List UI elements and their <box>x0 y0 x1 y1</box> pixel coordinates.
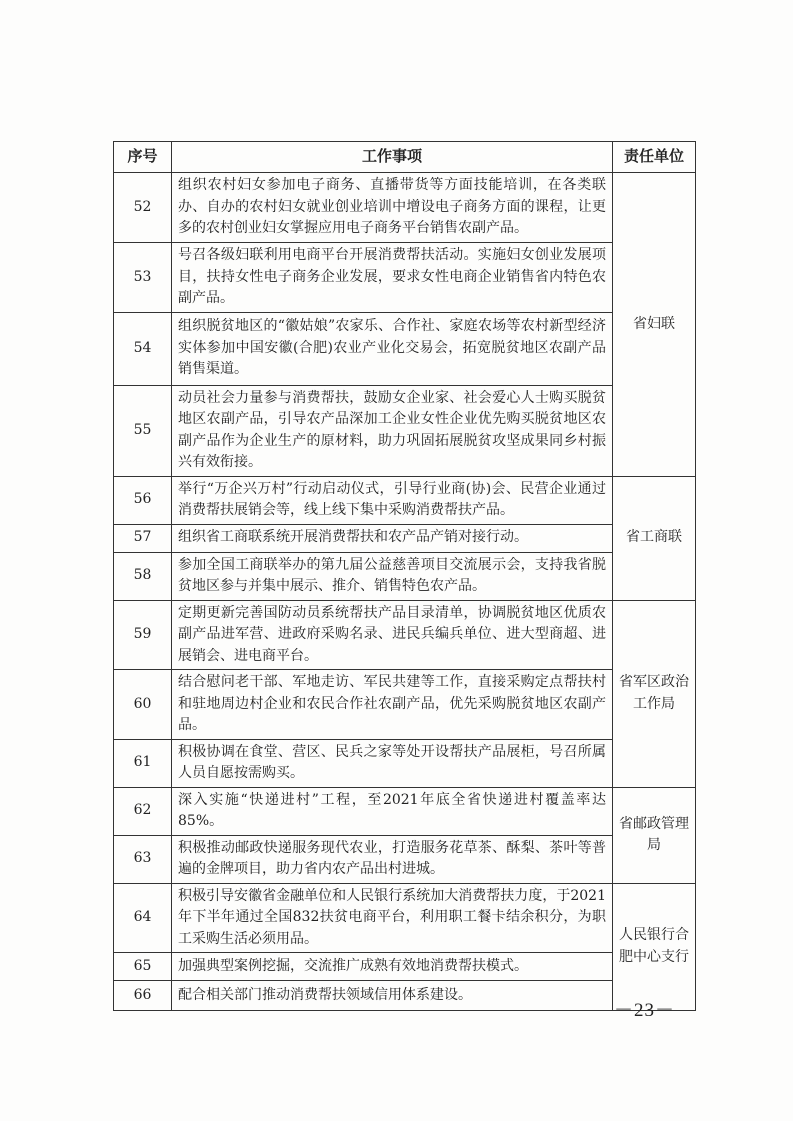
row-item: 参加全国工商联举办的第九届公益慈善项目交流展示会，支持我省脱贫地区参与并集中展示、推介、销售特色农产品。 <box>172 552 613 600</box>
row-num: 58 <box>114 552 172 600</box>
row-num: 54 <box>114 312 172 385</box>
table-row <box>114 953 696 981</box>
unit-fulian: 省妇联 <box>613 173 696 477</box>
row-num: 63 <box>114 835 172 883</box>
table-row <box>114 312 696 385</box>
header-unit: 责任单位 <box>613 142 696 173</box>
table-row <box>114 981 696 1011</box>
task-table <box>113 141 696 1011</box>
table-row <box>114 835 696 883</box>
page-number: －23－ <box>614 1000 676 1021</box>
unit-gongshanglian: 省工商联 <box>613 476 696 600</box>
row-num: 57 <box>114 524 172 552</box>
row-item: 积极引导安徽省金融单位和人民银行系统加大消费帮扶力度，于2021年下半年通过全国832扶贫电商平台，利用职工餐卡结余积分，为职工采购生活必须用品。 <box>172 883 613 953</box>
row-num: 56 <box>114 476 172 524</box>
row-item: 深入实施“快递进村”工程，至2021年底全省快递进村覆盖率达85%。 <box>172 787 613 835</box>
table-row <box>114 243 696 313</box>
header-item: 工作事项 <box>172 142 613 173</box>
row-num: 61 <box>114 739 172 787</box>
header-num: 序号 <box>114 142 172 173</box>
row-item: 号召各级妇联利用电商平台开展消费帮扶活动。实施妇女创业发展项目，扶持女性电子商务企业发展，要求女性电商企业销售省内特色农副产品。 <box>172 243 613 313</box>
row-num: 66 <box>114 981 172 1011</box>
row-item: 定期更新完善国防动员系统帮扶产品目录清单，协调脱贫地区优质农副产品进军营、进政府采购名录、进民兵编兵单位、进大型商超、进展销会、进电商平台。 <box>172 600 613 670</box>
row-item: 动员社会力量参与消费帮扶，鼓励女企业家、社会爱心人士购买脱贫地区农副产品，引导农产品深加工企业女性企业优先购买脱贫地区农副产品作为企业生产的原材料，助力巩固拓展脱贫攻坚成果同乡村振兴有效衔接。 <box>172 385 613 476</box>
row-num: 55 <box>114 385 172 476</box>
table-row <box>114 524 696 552</box>
table-row <box>114 670 696 740</box>
unit-junqu: 省军区政治工作局 <box>613 600 696 787</box>
table-row <box>114 787 696 835</box>
row-item: 结合慰问老干部、军地走访、军民共建等工作，直接采购定点帮扶村和驻地周边村企业和农民合作社农副产品，优先采购脱贫地区农副产品。 <box>172 670 613 740</box>
table-row <box>114 739 696 787</box>
table-row <box>114 173 696 243</box>
row-item: 组织农村妇女参加电子商务、直播带货等方面技能培训，在各类联办、自办的农村妇女就业创业培训中增设电子商务方面的课程，让更多的农村创业妇女掌握应用电子商务平台销售农副产品。 <box>172 173 613 243</box>
row-item: 积极推动邮政快递服务现代农业，打造服务花草茶、酥梨、茶叶等普遍的金牌项目，助力省内农产品出村进城。 <box>172 835 613 883</box>
row-num: 52 <box>114 173 172 243</box>
row-num: 60 <box>114 670 172 740</box>
row-item: 组织脱贫地区的“徽姑娘”农家乐、合作社、家庭农场等农村新型经济实体参加中国安徽(合肥)农业产业化交易会，拓宽脱贫地区农副产品销售渠道。 <box>172 312 613 385</box>
row-item: 组织省工商联系统开展消费帮扶和农产品产销对接行动。 <box>172 524 613 552</box>
row-item: 积极协调在食堂、营区、民兵之家等处开设帮扶产品展柜，号召所属人员自愿按需购买。 <box>172 739 613 787</box>
unit-renmin: 人民银行合肥中心支行 <box>613 883 696 1011</box>
table-row <box>114 476 696 524</box>
row-num: 59 <box>114 600 172 670</box>
row-num: 64 <box>114 883 172 953</box>
table-row <box>114 600 696 670</box>
unit-youzheng: 省邮政管理局 <box>613 787 696 883</box>
row-num: 53 <box>114 243 172 313</box>
table-row <box>114 385 696 476</box>
row-item: 加强典型案例挖掘，交流推广成熟有效地消费帮扶模式。 <box>172 953 613 981</box>
row-item: 配合相关部门推动消费帮扶领域信用体系建设。 <box>172 981 613 1011</box>
table-row <box>114 552 696 600</box>
row-item: 举行“万企兴万村”行动启动仪式，引导行业商(协)会、民营企业通过消费帮扶展销会等，线上线下集中采购消费帮扶产品。 <box>172 476 613 524</box>
row-num: 65 <box>114 953 172 981</box>
table-header-row <box>114 142 696 173</box>
table-row <box>114 883 696 953</box>
row-num: 62 <box>114 787 172 835</box>
